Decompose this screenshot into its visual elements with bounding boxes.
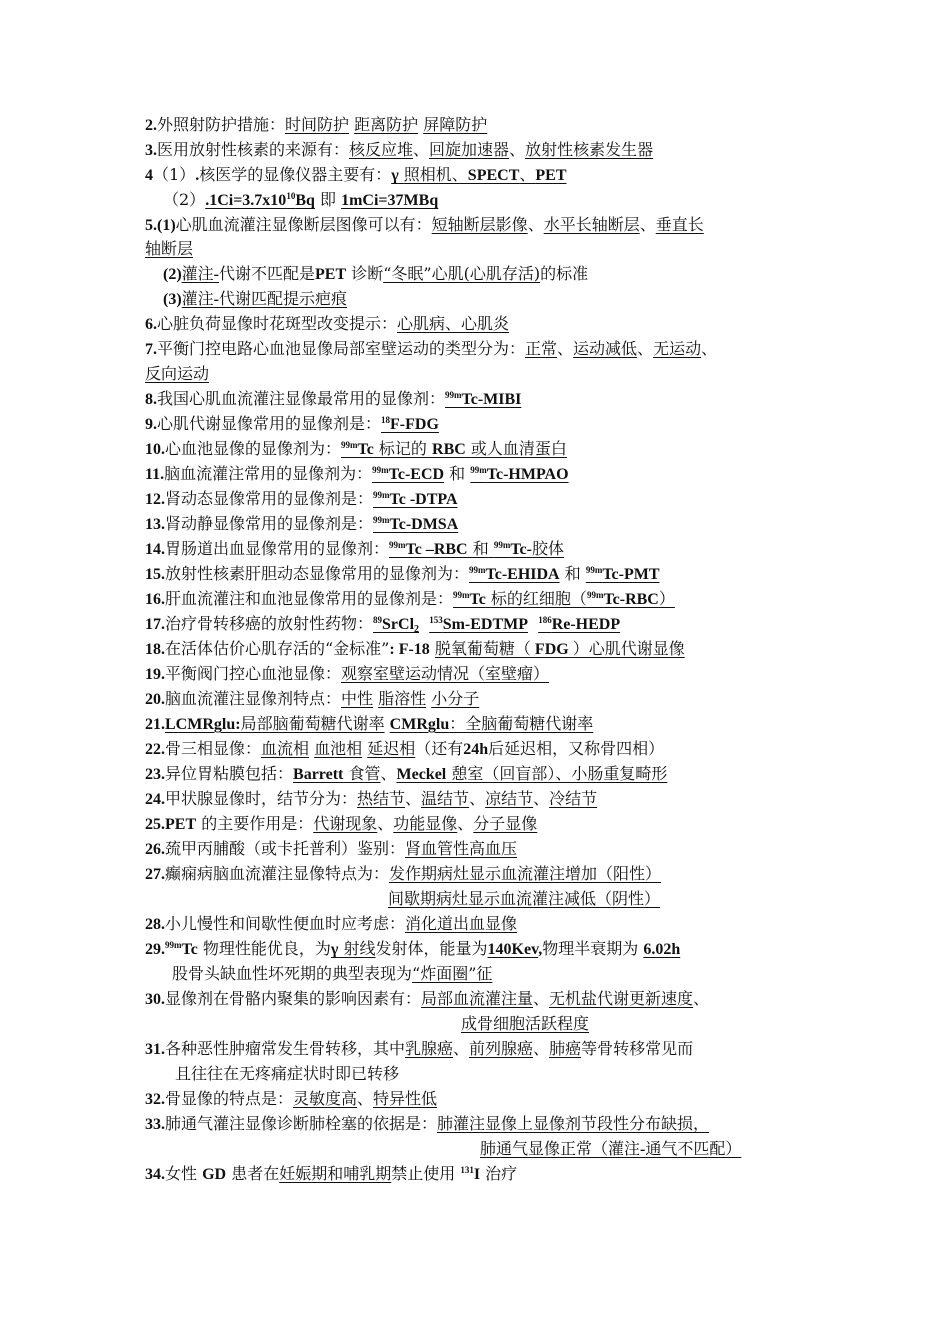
item-22-three-phase-bone: 22.骨三相显像：血流相 血池相 延迟相（还有24h后延迟相，又称骨四相） xyxy=(145,739,665,758)
item-7-continuation: 反向运动 xyxy=(145,364,210,383)
item-33-pulmonary-embolism: 33.肺通气灌注显像诊断肺栓塞的依据是：肺灌注显像上显像剂节段性分布缺损， xyxy=(145,1114,710,1133)
item-5-3-match: (3)灌注-代谢匹配提示疤痕 xyxy=(163,289,348,308)
item-31-continuation: 且往往在无疼痛症状时即已转移 xyxy=(175,1064,400,1083)
item-25-pet-role: 25.PET 的主要作用是：代谢现象、功能显像、分子显像 xyxy=(145,814,538,833)
item-2-external-radiation: 2.外照射防护措施：时间防护 距离防护 屏障防护 xyxy=(145,115,488,134)
item-18-gold-standard: 18.在活体估价心肌存活的“金标准”: F-18 脱氧葡萄糖（ FDG ）心肌代谢显像 xyxy=(145,639,685,658)
item-21-lcmrglu: 21.LCMRglu:局部脑葡萄糖代谢率 CMRglu：全脑葡萄糖代谢率 xyxy=(145,714,594,733)
item-20-brain-agent-features: 20.脑血流灌注显像剂特点：中性 脂溶性 小分子 xyxy=(145,689,480,708)
item-27-epilepsy-ictal: 27.癫痫病脑血流灌注显像特点为：发作期病灶显示血流灌注增加（阳性） xyxy=(145,864,662,883)
item-16-liver-blood-pool-agent: 16.肝血流灌注和血池显像常用的显像剂是：$^{99m}$Tc 标的红细胞（$^{99m}$Tc-RBC） xyxy=(145,589,675,608)
item-9-metabolic-agent: 9.心肌代谢显像常用的显像剂是：$^{18}$F-FDG xyxy=(145,414,439,433)
item-32-bone-scan-features: 32.骨显像的特点是：灵敏度高、特异性低 xyxy=(145,1089,438,1108)
item-15-hepatobiliary-agent: 15.放射性核素肝胆动态显像常用的显像剂为：$^{99m}$Tc-EHIDA 和 $^{99m}$Tc-PMT xyxy=(145,564,660,583)
item-14-gi-bleeding-agent: 14.胃肠道出血显像常用的显像剂：$^{99m}$Tc –RBC 和 $^{99m}$Tc-胶体 xyxy=(145,539,564,558)
item-5-1-tomographic-views: 5.(1)心肌血流灌注显像断层图像可以有：短轴断层影像、水平长轴断层、垂直长 xyxy=(145,215,704,234)
item-29-femoral-head: 股骨头缺血性坏死期的典型表现为“炸面圈”征 xyxy=(172,964,493,983)
item-33-continuation: 肺通气显像正常（灌注-通气不匹配） xyxy=(480,1139,742,1158)
item-27-interictal: 间歇期病灶显示血流灌注减低（阴性） xyxy=(388,889,661,908)
item-31-bone-metastasis: 31.各种恶性肿瘤常发生骨转移，其中乳腺癌、前列腺癌、肺癌等骨转移常见而 xyxy=(145,1039,694,1058)
item-4-1-imaging-devices: 4（1）.核医学的显像仪器主要有：γ 照相机、SPECT、PET xyxy=(145,165,567,184)
item-10-blood-pool-agent: 10.心血池显像的显像剂为：$^{99m}$Tc 标记的 RBC 或人血清蛋白 xyxy=(145,439,567,458)
item-12-dynamic-renal-agent: 12.肾动态显像常用的显像剂是：$^{99m}$Tc -DTPA xyxy=(145,489,458,508)
item-4-2-curie-conversion: $(2).1Ci=3.7x10^{10}Bq$ 即 1mCi=37MBq xyxy=(163,190,439,209)
item-23-ectopic-gastric-mucosa: 23.异位胃粘膜包括：Barrett 食管、Meckel 憩室（回盲部）、小肠重复畸形 xyxy=(145,764,668,783)
item-5-2-mismatch: (2)灌注-代谢不匹配是PET 诊断“冬眠”心肌(心肌存活)的标准 xyxy=(163,264,589,283)
item-6-stress-imaging: 6.心脏负荷显像时花斑型改变提示：心肌病、心肌炎 xyxy=(145,314,510,333)
item-11-brain-perfusion-agent: 11.脑血流灌注常用的显像剂为：$^{99m}$Tc-ECD 和 $^{99m}$Tc-HMPAO xyxy=(145,464,569,483)
item-29-tc99m-properties: 29.$^{99m}$Tc 物理性能优良，为γ 射线发射体，能量为140Kev,物理半衰期为 6.02h xyxy=(145,939,681,958)
item-8-perfusion-agent: 8.我国心肌血流灌注显像最常用的显像剂：$^{99m}$Tc-MIBI xyxy=(145,389,522,408)
item-34-gd-contraindication: 34.女性 GD 患者在妊娠期和哺乳期禁止使用 $^{131}$I 治疗 xyxy=(145,1164,518,1183)
item-30-bone-uptake-factors: 30.显像剂在骨骼内聚集的影响因素有：局部血流灌注量、无机盐代谢更新速度、 xyxy=(145,989,710,1008)
item-26-captopril: 26.巯甲丙脯酸（或卡托普利）鉴别：肾血管性高血压 xyxy=(145,839,518,858)
item-24-thyroid-nodules: 24.甲状腺显像时，结节分为：热结节、温结节、凉结节、冷结节 xyxy=(145,789,598,808)
item-13-static-renal-agent: 13.肾动静显像常用的显像剂是：$^{99m}$Tc-DMSA xyxy=(145,514,459,533)
item-7-wall-motion: 7.平衡门控电路心血池显像局部室壁运动的类型分为：正常、运动减低、无运动、 xyxy=(145,339,718,358)
item-5-1-continuation: 轴断层 xyxy=(145,239,194,258)
item-3-nuclide-sources: 3.医用放射性核素的来源有：核反应堆、回旋加速器、放射性核素发生器 xyxy=(145,140,654,159)
item-30-continuation: 成骨细胞活跃程度 xyxy=(461,1014,590,1033)
item-17-bone-metastasis-drugs: 17.治疗骨转移癌的放射性药物：$^{89}$SrCl$_2$ $^{153}$Sm-EDTMP $^{186}$Re-HEDP xyxy=(145,614,621,635)
item-19-gated-blood-pool: 19.平衡阀门控心血池显像：观察室壁运动情况（室壁瘤） xyxy=(145,664,550,683)
item-28-pediatric-bleeding: 28.小儿慢性和间歇性便血时应考虑：消化道出血显像 xyxy=(145,914,518,933)
